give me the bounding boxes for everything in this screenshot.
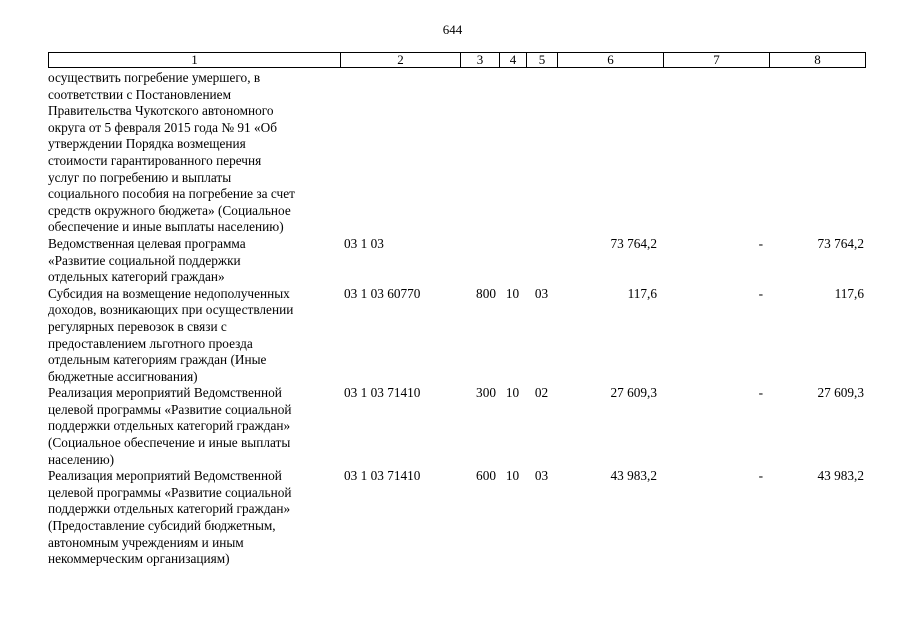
row-col-8: 73 764,2: [817, 235, 864, 251]
row-name: Реализация мероприятий Ведомственной целевой программы «Развитие социальной поддержки отдельных категорий граждан» (Социальное обеспечение и иные выплаты населению): [48, 385, 292, 467]
row-col-4: 10: [505, 468, 520, 484]
row-col-3: 300: [476, 385, 496, 401]
row-code: 03 1 03 71410: [344, 468, 421, 484]
row-name: Реализация мероприятий Ведомственной целевой программы «Развитие социальной поддержки отдельных категорий граждан» (Предоставление субсидий бюджетным, автономным учреждениям и иным некоммерческим организациям): [48, 468, 292, 567]
row-name: осуществить погребение умершего, в соответствии с Постановлением Правительства Чукотского автономного округа от 5 февраля 2015 года № 91 «Об утверждении Порядка возмещения стоимости гарантированного перечня услуг по погребению и выплаты социального пособия на погребение за счет средств окружного бюджета» (Социальное обеспечение и иные выплаты населению): [48, 70, 295, 235]
row-col-5: 02: [534, 385, 549, 401]
table-row: [48, 70, 866, 236]
header-col-5: 5: [526, 53, 557, 67]
row-col-6: 117,6: [627, 285, 657, 301]
row-col-7: -: [758, 235, 763, 251]
row-col-8: 27 609,3: [817, 385, 864, 401]
row-col-6: 27 609,3: [610, 385, 657, 401]
header-col-4: 4: [499, 53, 526, 67]
row-col-7: -: [758, 468, 763, 484]
row-col-6: 43 983,2: [610, 468, 657, 484]
row-col-3: 600: [476, 468, 496, 484]
row-code: 03 1 03 60770: [344, 285, 421, 301]
header-col-7: 7: [663, 53, 769, 67]
row-col-6: 73 764,2: [610, 235, 657, 251]
row-col-5: 03: [534, 468, 549, 484]
row-col-7: -: [758, 385, 763, 401]
header-col-1: 1: [48, 53, 340, 67]
page-number: 644: [442, 22, 463, 37]
row-code: 03 1 03: [344, 235, 384, 251]
row-col-3: 800: [476, 285, 496, 301]
table-row: [48, 236, 866, 286]
header-col-6: 6: [557, 53, 663, 67]
row-col-5: 03: [534, 285, 549, 301]
row-col-7: -: [758, 285, 763, 301]
table-body: [48, 70, 866, 568]
header-col-8: 8: [769, 53, 866, 67]
table-row: [48, 385, 866, 468]
row-col-4: 10: [505, 285, 520, 301]
row-code: 03 1 03 71410: [344, 385, 421, 401]
row-col-4: 10: [505, 385, 520, 401]
row-name: Субсидия на возмещение недополученных доходов, возникающих при осуществлении регулярных перевозок в связи с предоставлением льготного проезда отдельным категориям граждан (Иные бюджетные ассигнования): [48, 285, 294, 384]
table-row: [48, 286, 866, 386]
row-name: Ведомственная целевая программа «Развитие социальной поддержки отдельных категорий граждан»: [48, 235, 246, 285]
header-col-3: 3: [460, 53, 499, 67]
row-col-8: 43 983,2: [817, 468, 864, 484]
header-col-2: 2: [340, 53, 460, 67]
row-col-8: 117,6: [834, 285, 864, 301]
table-header: [48, 52, 866, 68]
table-row: [48, 468, 866, 568]
